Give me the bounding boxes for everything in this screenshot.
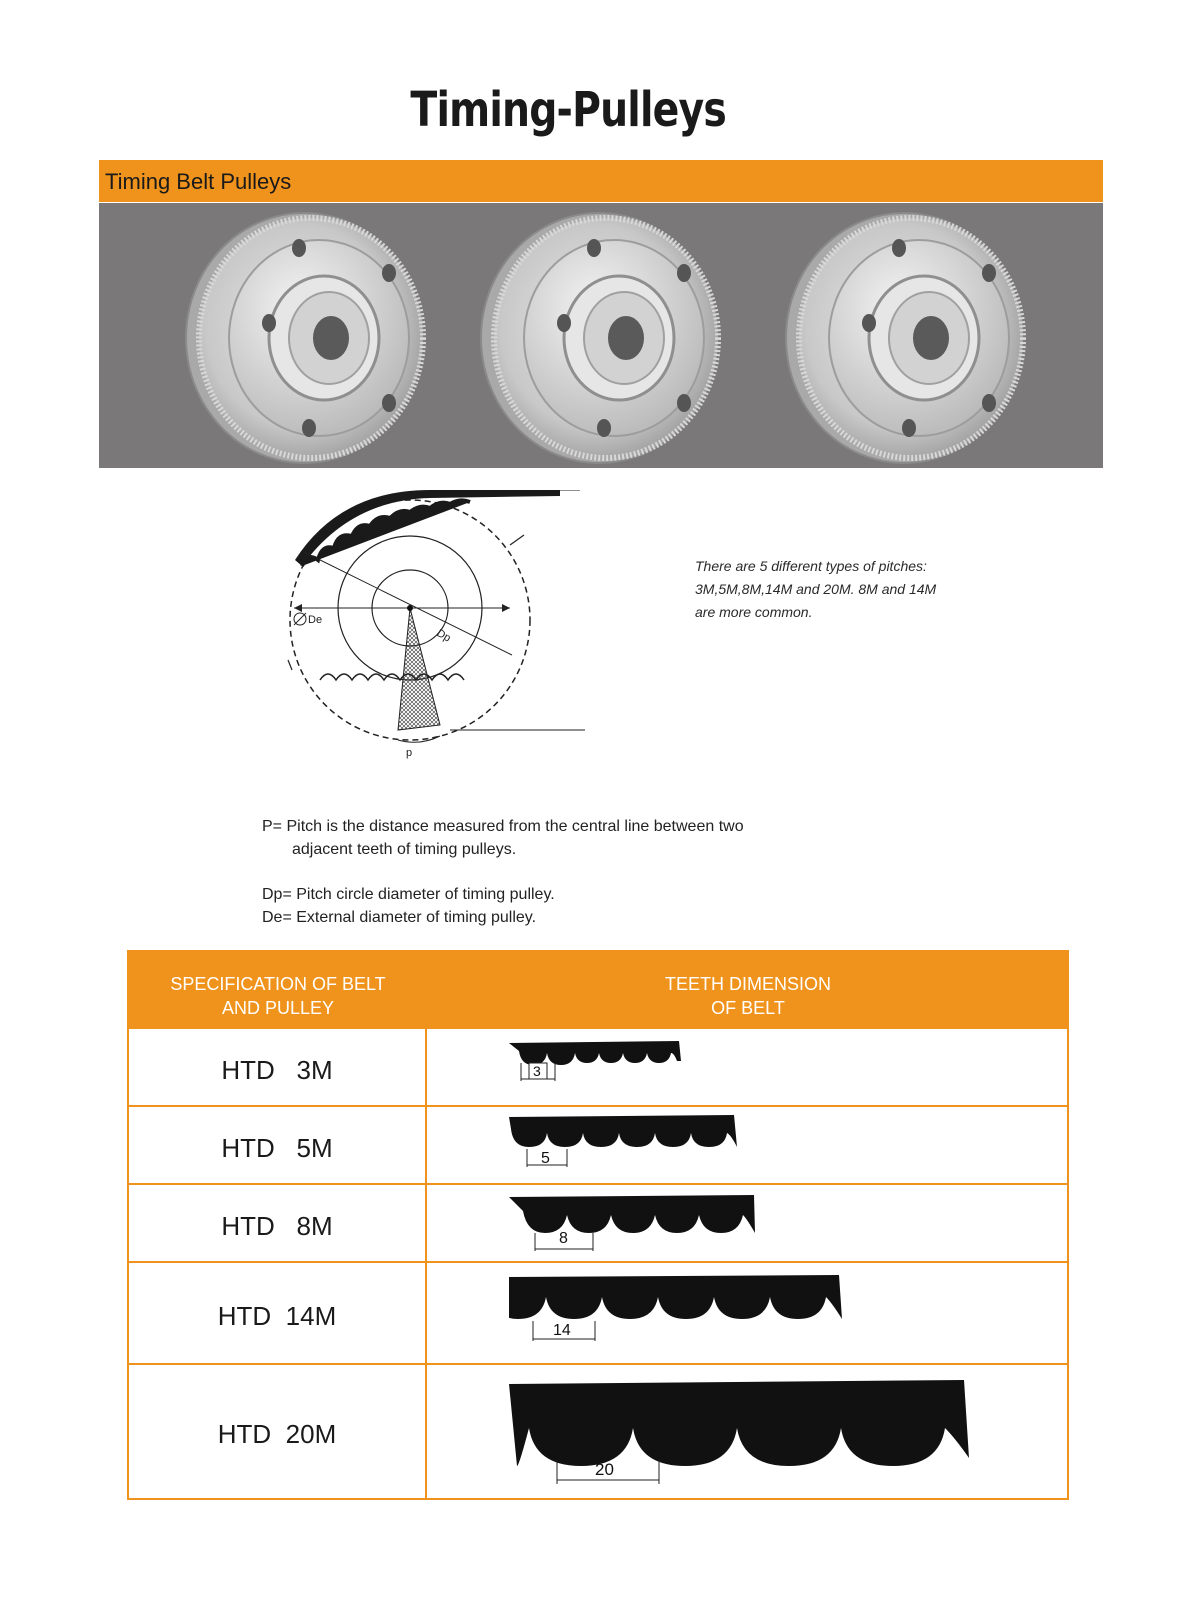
pulley-pitch-diagram [280,490,610,780]
spec-label: HTD 5M [221,1133,333,1163]
diagram-label-dp: Dp [434,627,453,645]
belt-profile-3m [509,1041,689,1091]
header-spec [129,972,427,1020]
pitch-note-line-2: 3M,5M,8M,14M and 20M. 8M and 14M [695,581,937,597]
spec-label: HTD 20M [217,1419,337,1449]
pulley-image-1 [159,203,449,468]
spec-label: HTD 14M [217,1301,337,1331]
pulley-image-3 [759,203,1049,468]
header-teeth-line-1: TEETH DIMENSION [664,974,831,994]
spec-label: HTD 3M [221,1055,333,1085]
table-row-htd-14m [129,1261,1067,1365]
pulley-photo-panel [99,203,1103,468]
definition-dp: Dp= Pitch circle diameter of timing pulley. [262,886,555,903]
diagram-label-p: p [406,747,413,759]
pitch-label-8m: 8 [559,1230,568,1247]
header-teeth-line-2: OF BELT [711,998,785,1018]
pitch-note-line-1: There are 5 different types of pitches: [695,558,927,574]
section-header-bar [99,160,1103,202]
pitch-note-line-3: are more common. [695,604,813,620]
definition-p-line-2: adjacent teeth of timing pulleys. [292,841,517,858]
table-row-htd-8m [129,1183,1067,1263]
belt-profile-5m [509,1115,739,1175]
pitch-label-20m: 20 [595,1460,614,1479]
belt-profile-8m [509,1195,759,1255]
definition-p-line-1: P= Pitch is the distance measured from the central line between two [262,818,744,835]
spec-label: HTD 8M [221,1211,333,1241]
section-title: Timing Belt Pulleys [105,169,292,194]
header-teeth [427,972,1069,1020]
diagram-label-de: De [308,614,323,626]
belt-profile-20m [509,1380,979,1495]
belt-profile-14m [509,1275,849,1355]
definition-de: De= External diameter of timing pulley. [262,909,537,926]
header-spec-line-2: AND PULLEY [221,998,335,1018]
definitions [262,815,862,929]
header-spec-line-1: SPECIFICATION OF BELT [170,974,386,994]
pitch-label-5m: 5 [541,1150,550,1167]
table-row-htd-3m [129,1027,1067,1107]
pitch-types-note [695,555,995,624]
pitch-label-3m: 3 [533,1063,541,1079]
table-row-htd-5m [129,1105,1067,1185]
htd-spec-table [127,950,1069,1500]
table-row-htd-20m [129,1363,1067,1502]
page-title: Timing-Pulleys [410,82,726,138]
pulley-image-2 [454,203,744,468]
table-header [129,952,1067,1027]
pitch-label-14m: 14 [553,1322,571,1339]
